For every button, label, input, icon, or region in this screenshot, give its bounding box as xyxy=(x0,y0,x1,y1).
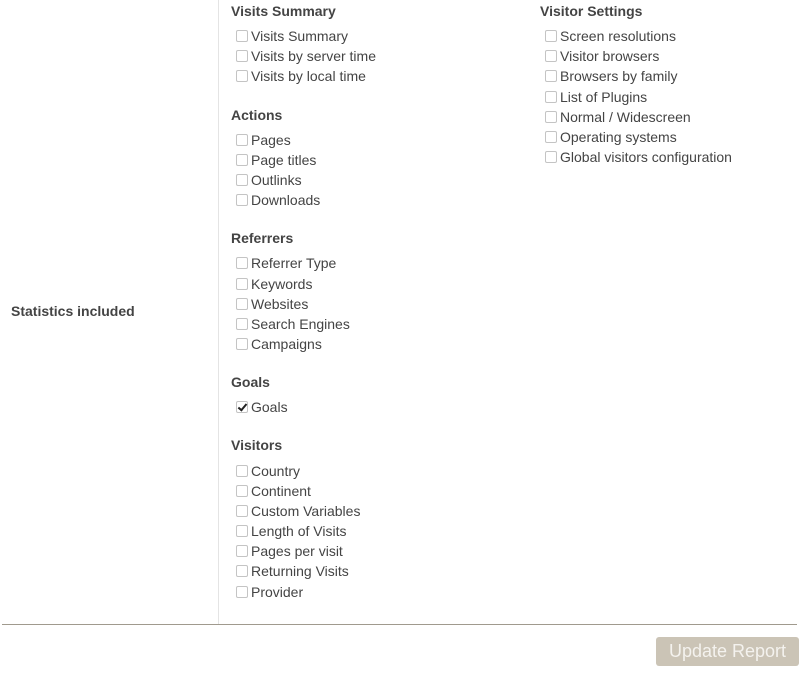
checkbox[interactable] xyxy=(236,485,248,497)
checkbox[interactable] xyxy=(545,131,557,143)
statistic-option[interactable] xyxy=(231,334,376,354)
checkbox[interactable] xyxy=(545,70,557,82)
statistic-option[interactable] xyxy=(231,314,376,334)
option-label: Visits by local time xyxy=(251,68,366,85)
option-label: Screen resolutions xyxy=(560,28,676,45)
statistic-option[interactable] xyxy=(540,107,732,127)
checkbox[interactable] xyxy=(236,318,248,330)
checkbox[interactable] xyxy=(236,338,248,350)
group-title: Visits Summary xyxy=(231,3,336,19)
statistics-group xyxy=(231,435,376,601)
statistic-option[interactable] xyxy=(231,26,376,46)
update-report-button[interactable]: Update Report xyxy=(656,637,799,666)
form-divider xyxy=(2,624,797,625)
group-title: Goals xyxy=(231,374,270,391)
statistic-option[interactable] xyxy=(540,87,732,107)
option-label: Downloads xyxy=(251,192,321,209)
checkbox[interactable] xyxy=(236,298,248,310)
statistic-option[interactable] xyxy=(540,147,732,167)
option-label: Referrer Type xyxy=(251,255,337,272)
checkbox[interactable] xyxy=(236,505,248,517)
checkbox[interactable] xyxy=(545,30,557,42)
statistic-option[interactable] xyxy=(231,190,376,210)
option-label: Visits by server time xyxy=(251,48,376,65)
checkbox[interactable] xyxy=(236,174,248,186)
statistics-group xyxy=(231,105,376,211)
option-label: Country xyxy=(251,462,301,479)
checkbox[interactable] xyxy=(236,30,248,42)
option-label: List of Plugins xyxy=(560,88,648,105)
statistic-option[interactable] xyxy=(231,150,376,170)
statistic-option[interactable] xyxy=(231,460,376,480)
statistics-group xyxy=(231,372,376,417)
option-label: Visits Summary xyxy=(251,28,348,45)
option-label: Search Engines xyxy=(251,315,350,332)
statistic-option[interactable] xyxy=(231,582,376,602)
group-title: Referrers xyxy=(231,230,294,247)
checkbox[interactable] xyxy=(236,134,248,146)
group-title: Visitors xyxy=(231,437,283,454)
option-label: Provider xyxy=(251,583,304,600)
statistic-option[interactable] xyxy=(231,397,376,417)
statistic-option[interactable] xyxy=(231,521,376,541)
statistics-group xyxy=(231,228,376,354)
checkbox[interactable] xyxy=(236,565,248,577)
statistic-option[interactable] xyxy=(540,127,732,147)
column-divider xyxy=(218,0,219,624)
checkbox[interactable] xyxy=(236,278,248,290)
statistic-option[interactable] xyxy=(231,46,376,66)
statistic-option[interactable] xyxy=(231,274,376,294)
option-label: Visitor browsers xyxy=(560,48,660,65)
option-label: Campaigns xyxy=(251,336,322,353)
option-label: Normal / Widescreen xyxy=(560,108,691,125)
statistic-option[interactable] xyxy=(231,481,376,501)
checkbox[interactable] xyxy=(545,151,557,163)
checkbox[interactable] xyxy=(236,401,248,413)
statistic-option[interactable] xyxy=(231,66,376,86)
option-label: Length of Visits xyxy=(251,523,347,540)
left-statistics-column xyxy=(231,1,376,620)
option-label: Pages xyxy=(251,131,291,148)
checkbox[interactable] xyxy=(236,257,248,269)
checkbox[interactable] xyxy=(236,586,248,598)
option-label: Page titles xyxy=(251,151,317,168)
checkbox[interactable] xyxy=(236,465,248,477)
option-label: Browsers by family xyxy=(560,68,678,85)
statistic-option[interactable] xyxy=(540,26,732,46)
checkbox[interactable] xyxy=(236,154,248,166)
statistic-option[interactable] xyxy=(231,501,376,521)
checkbox[interactable] xyxy=(236,50,248,62)
option-label: Global visitors configuration xyxy=(560,149,732,166)
statistic-option[interactable] xyxy=(231,561,376,581)
checkbox[interactable] xyxy=(236,194,248,206)
group-title: Actions xyxy=(231,106,283,123)
checkbox[interactable] xyxy=(236,545,248,557)
statistics-group xyxy=(540,1,732,167)
statistic-option[interactable] xyxy=(231,541,376,561)
statistic-option[interactable] xyxy=(231,130,376,150)
option-label: Keywords xyxy=(251,275,313,292)
option-label: Websites xyxy=(251,295,309,312)
option-label: Operating systems xyxy=(560,129,677,146)
statistic-option[interactable] xyxy=(231,294,376,314)
option-label: Goals xyxy=(251,399,288,416)
option-label: Returning Visits xyxy=(251,563,349,580)
checkbox[interactable] xyxy=(545,50,557,62)
option-label: Outlinks xyxy=(251,172,302,189)
checkbox[interactable] xyxy=(236,70,248,82)
option-label: Pages per visit xyxy=(251,543,343,560)
option-label: Custom Variables xyxy=(251,502,361,519)
group-title: Visitor Settings xyxy=(540,3,643,19)
checkbox[interactable] xyxy=(236,525,248,537)
statistics-group xyxy=(231,1,376,87)
right-statistics-column xyxy=(540,1,732,185)
statistic-option[interactable] xyxy=(231,170,376,190)
checkbox[interactable] xyxy=(545,111,557,123)
checkbox[interactable] xyxy=(545,91,557,103)
statistic-option[interactable] xyxy=(231,253,376,273)
statistics-included-label: Statistics included xyxy=(11,303,135,319)
option-label: Continent xyxy=(251,482,311,499)
statistic-option[interactable] xyxy=(540,66,732,86)
statistic-option[interactable] xyxy=(540,46,732,66)
